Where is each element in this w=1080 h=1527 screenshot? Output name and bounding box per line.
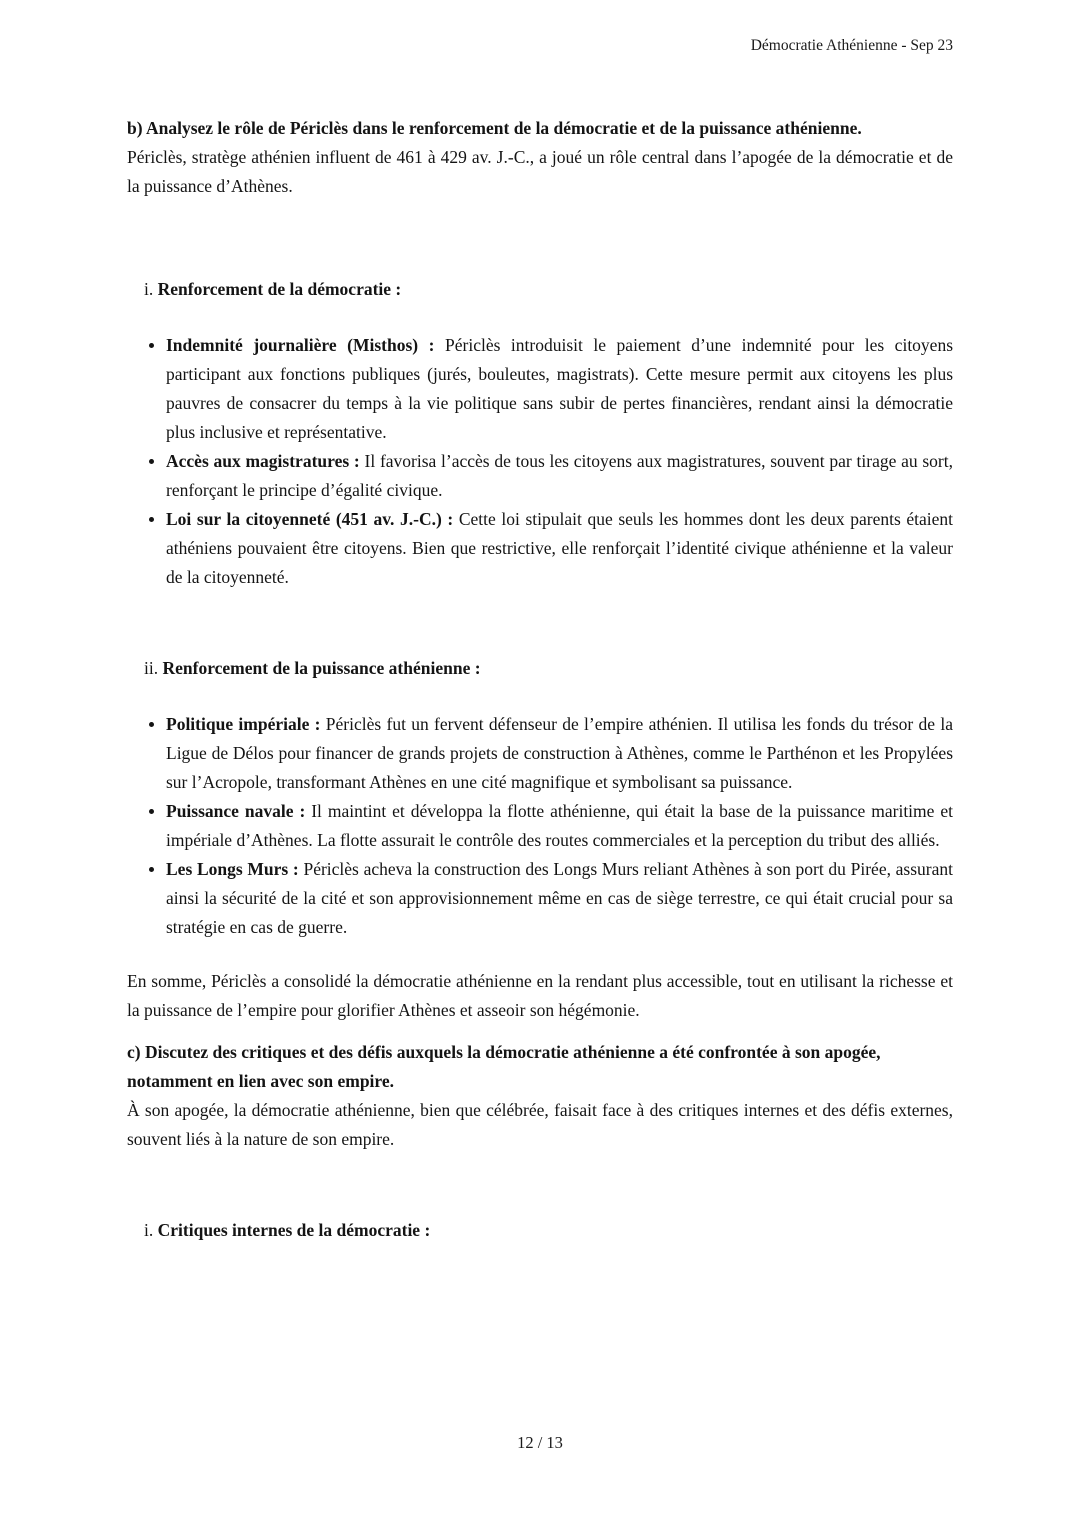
list-item: [127, 797, 953, 855]
bullet-lead: Loi sur la citoyenneté (451 av. J.-C.) :: [166, 509, 454, 529]
bullet-text: Périclès acheva la construction des Longs Murs reliant Athènes à son port du Pirée, assurant ainsi la sécurité de la cité et son approvisionnement même en cas de siège terrestre, ce qui était crucial pour sa stratégie en cas de guerre.: [166, 859, 954, 937]
page-number: 12 / 13: [517, 1433, 563, 1452]
section-heading-puissance: [127, 654, 953, 683]
bullet-lead: Les Longs Murs :: [166, 859, 299, 879]
question-c-heading: c) Discutez des critiques et des défis auxquels la démocratie athénienne a été confrontée à son apogée, notamment en lien avec son empire.: [127, 1042, 881, 1091]
bullet-lead: Accès aux magistratures :: [166, 451, 360, 471]
running-header: Démocratie Athénienne - Sep 23: [750, 37, 953, 54]
bullet-text: Il maintint et développa la flotte athénienne, qui était la base de la puissance maritime et impériale d’Athènes. La flotte assurait le contrôle des routes commerciales et la perception du tribut des alliés.: [166, 801, 953, 850]
section-numeral: ii.: [144, 658, 159, 678]
list-item: [127, 855, 953, 942]
list-item: [127, 710, 953, 797]
section-title: Renforcement de la puissance athénienne :: [162, 658, 481, 678]
bullet-lead: Puissance navale :: [166, 801, 306, 821]
section-heading-critiques: [127, 1216, 953, 1245]
section-title: Renforcement de la démocratie :: [157, 279, 402, 299]
list-item: [127, 505, 953, 592]
bullet-lead: Indemnité journalière (Misthos) :: [166, 335, 435, 355]
question-c-intro: À son apogée, la démocratie athénienne, bien que célébrée, faisait face à des critiques internes et des défis externes, souvent liés à la nature de son empire.: [127, 1100, 953, 1149]
list-item: [127, 447, 953, 505]
bullet-text: Périclès fut un fervent défenseur de l’empire athénien. Il utilisa les fonds du trésor de la Ligue de Délos pour financer de grands projets de construction à Athènes, comme le Parthénon et les Propylées sur l’Acropole, transformant Athènes en une cité magnifique et symbolisant sa puissance.: [166, 714, 954, 792]
document-content: [0, 114, 1080, 1245]
bullet-list-puissance: [127, 710, 953, 942]
section-numeral: i.: [144, 1220, 154, 1240]
bullet-lead: Politique impériale :: [166, 714, 321, 734]
bullet-list-democratie: [127, 331, 953, 592]
section-numeral: i.: [144, 279, 154, 299]
question-b-intro: Périclès, stratège athénien influent de 461 à 429 av. J.-C., a joué un rôle central dans l’apogée de la démocratie et de la puissance d’Athènes.: [127, 147, 953, 196]
list-item: [127, 331, 953, 447]
question-b-heading: b) Analysez le rôle de Périclès dans le renforcement de la démocratie et de la puissance athénienne.: [127, 118, 862, 138]
section-heading-democratie: [127, 275, 953, 304]
bullet-text: Il favorisa l’accès de tous les citoyens aux magistratures, souvent par tirage au sort, renforçant le principe d’égalité civique.: [166, 451, 953, 500]
section-title: Critiques internes de la démocratie :: [157, 1220, 431, 1240]
bullet-text: Cette loi stipulait que seuls les hommes dont les deux parents étaient athéniens pouvaient être citoyens. Bien que restrictive, elle renforçait l’identité civique athénienne et la valeur de la citoyenneté.: [166, 509, 953, 587]
question-b-conclusion: En somme, Périclès a consolidé la démocratie athénienne en la rendant plus accessible, tout en utilisant la richesse et la puissance de l’empire pour glorifier Athènes et asseoir son hégémonie.: [127, 971, 953, 1020]
bullet-text: Périclès introduisit le paiement d’une indemnité pour les citoyens participant aux fonctions publiques (jurés, bouleutes, magistrats). Cette mesure permit aux citoyens les plus pauvres de consacrer du temps à la vie politique sans subir de pertes financières, rendant ainsi la démocratie plus inclusive et représentative.: [166, 335, 954, 442]
